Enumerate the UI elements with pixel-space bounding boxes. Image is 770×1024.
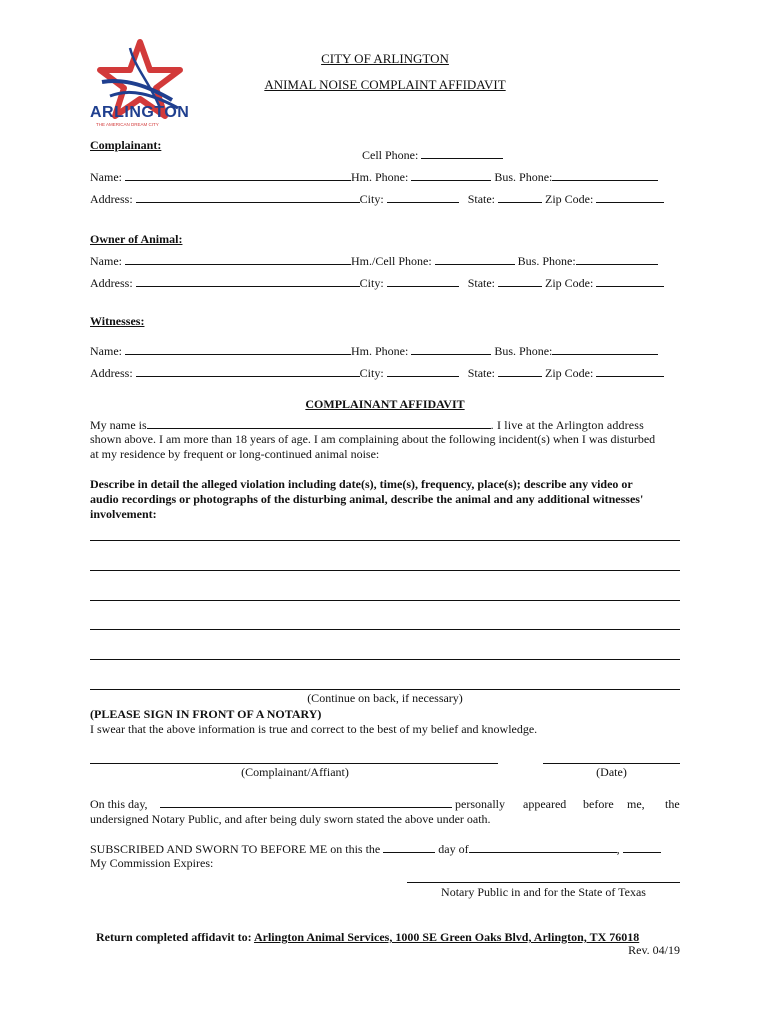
arlington-logo [90,38,190,130]
logo-tagline: THE AMERICAN DREAM CITY [96,122,159,127]
on-this-day-text: On this day, [90,797,148,811]
month-field[interactable] [469,841,617,853]
witnesses-heading: Witnesses: [90,314,145,328]
owner-bus-phone-field[interactable] [576,253,658,265]
owner-address-row [90,275,664,290]
instructions-line-1: Describe in detail the alleged violation including date(s), time(s), frequency, place(s); describe any video or [90,477,633,491]
affiant-signature-line[interactable] [90,763,498,764]
notary-name-field[interactable] [160,807,452,808]
description-line[interactable] [90,570,680,571]
revision: Rev. 04/19 [628,943,680,957]
witness-city-field[interactable] [387,365,459,377]
witness-hm-phone-field[interactable] [411,343,491,355]
affidavit-line-2: shown above. I am more than 18 years of age. I am complaining about the following incident(s) when I was disturbed [90,432,656,446]
bus-phone-label: Bus. Phone: [494,344,553,358]
complainant-bus-phone-field[interactable] [552,169,658,181]
complainant-cell-phone[interactable] [362,147,503,162]
cell-phone-field[interactable] [421,147,503,159]
owner-zip-field[interactable] [596,275,664,287]
address-label: Address: [90,192,133,206]
complainant-address-row [90,191,664,206]
form-title: ANIMAL NOISE COMPLAINT AFFIDAVIT [264,77,506,92]
address-label: Address: [90,276,133,290]
year-field[interactable] [623,841,661,853]
witness-address-field[interactable] [136,365,360,377]
sign-notice: (PLEASE SIGN IN FRONT OF A NOTARY) [90,707,322,721]
return-address: Arlington Animal Services, 1000 SE Green Oaks Blvd, Arlington, TX 76018 [253,930,640,944]
description-line[interactable] [90,600,680,601]
address-label: Address: [90,366,133,380]
before-text: before [583,797,614,811]
owner-phone-field[interactable] [435,253,515,265]
witness-state-field[interactable] [498,365,542,377]
owner-state-field[interactable] [498,275,542,287]
hm-phone-label: Hm. Phone: [351,344,409,358]
notary-label: Notary Public in and for the State of Texas [441,885,646,899]
affidavit-line-1 [90,417,644,432]
state-label: State: [467,366,496,380]
witness-zip-field[interactable] [596,365,664,377]
name-label: Name: [90,344,122,358]
description-line[interactable] [90,659,680,660]
the-text: the [665,797,680,811]
cell-phone-label: Cell Phone: [362,148,419,162]
description-line[interactable] [90,629,680,630]
return-label: Return completed affidavit to: [96,930,252,944]
bus-phone-label: Bus. Phone: [494,170,553,184]
subscribed-line [90,841,661,856]
complainant-name-field[interactable] [125,169,351,181]
continue-note: (Continue on back, if necessary) [307,691,463,705]
city-label: City: [359,276,384,290]
bus-phone-label: Bus. Phone: [517,254,576,268]
affiant-label: (Complainant/Affiant) [241,765,349,779]
description-line[interactable] [90,689,680,690]
complainant-city-field[interactable] [387,191,459,203]
owner-name-row [90,253,658,268]
city-label: City: [359,366,384,380]
owner-name-field[interactable] [125,253,351,265]
witness-name-field[interactable] [125,343,351,355]
logo-wordmark: ARLINGTON [90,104,190,121]
date-label: (Date) [596,765,627,779]
state-label: State: [467,276,496,290]
city-label: City: [359,192,384,206]
appeared-text: appeared [523,797,567,811]
swear-statement: I swear that the above information is true and correct to the best of my belief and knowledge. [90,722,538,736]
name-label: Name: [90,254,122,268]
day-of-text: day of [438,842,469,856]
personally-text: personally [455,797,505,811]
complainant-state-field[interactable] [498,191,542,203]
complainant-hm-phone-field[interactable] [411,169,491,181]
owner-heading: Owner of Animal: [90,232,183,246]
complainant-address-field[interactable] [136,191,360,203]
state-label: State: [467,192,496,206]
instructions-line-2: audio recordings or photographs of the disturbing animal, describe the animal and any additional witnesses' [90,492,644,506]
instructions-line-3: involvement: [90,507,157,521]
city-title: CITY OF ARLINGTON [321,51,449,66]
witness-name-row [90,343,658,358]
date-signature-line[interactable] [543,763,680,764]
hm-phone-label: Hm. Phone: [351,170,409,184]
my-name-label: My name is [90,418,147,432]
arlington-address-text: . I live at the Arlington address [490,418,644,432]
affidavit-heading: COMPLAINANT AFFIDAVIT [305,397,465,411]
affiant-name-field[interactable] [147,417,491,429]
affidavit-line-3: at my residence by frequent or long-continued animal noise: [90,447,380,461]
description-line[interactable] [90,540,680,541]
complainant-zip-field[interactable] [596,191,664,203]
complainant-name-row [90,169,658,184]
zip-label: Zip Code: [545,366,594,380]
owner-city-field[interactable] [387,275,459,287]
comma-text: , [616,842,620,856]
me-text: me, [627,797,645,811]
return-line [96,930,639,944]
hm-cell-phone-label: Hm./Cell Phone: [351,254,432,268]
zip-label: Zip Code: [545,276,594,290]
notary-signature-line[interactable] [407,882,680,883]
subscribed-text: SUBSCRIBED AND SWORN TO BEFORE ME on this the [90,842,381,856]
commission-expires: My Commission Expires: [90,856,214,870]
zip-label: Zip Code: [545,192,594,206]
day-field[interactable] [383,841,435,853]
owner-address-field[interactable] [136,275,360,287]
complainant-heading: Complainant: [90,138,162,152]
witness-address-row [90,365,664,380]
name-label: Name: [90,170,122,184]
notary-line-2: undersigned Notary Public, and after being duly sworn stated the above under oath. [90,812,491,826]
witness-bus-phone-field[interactable] [552,343,658,355]
